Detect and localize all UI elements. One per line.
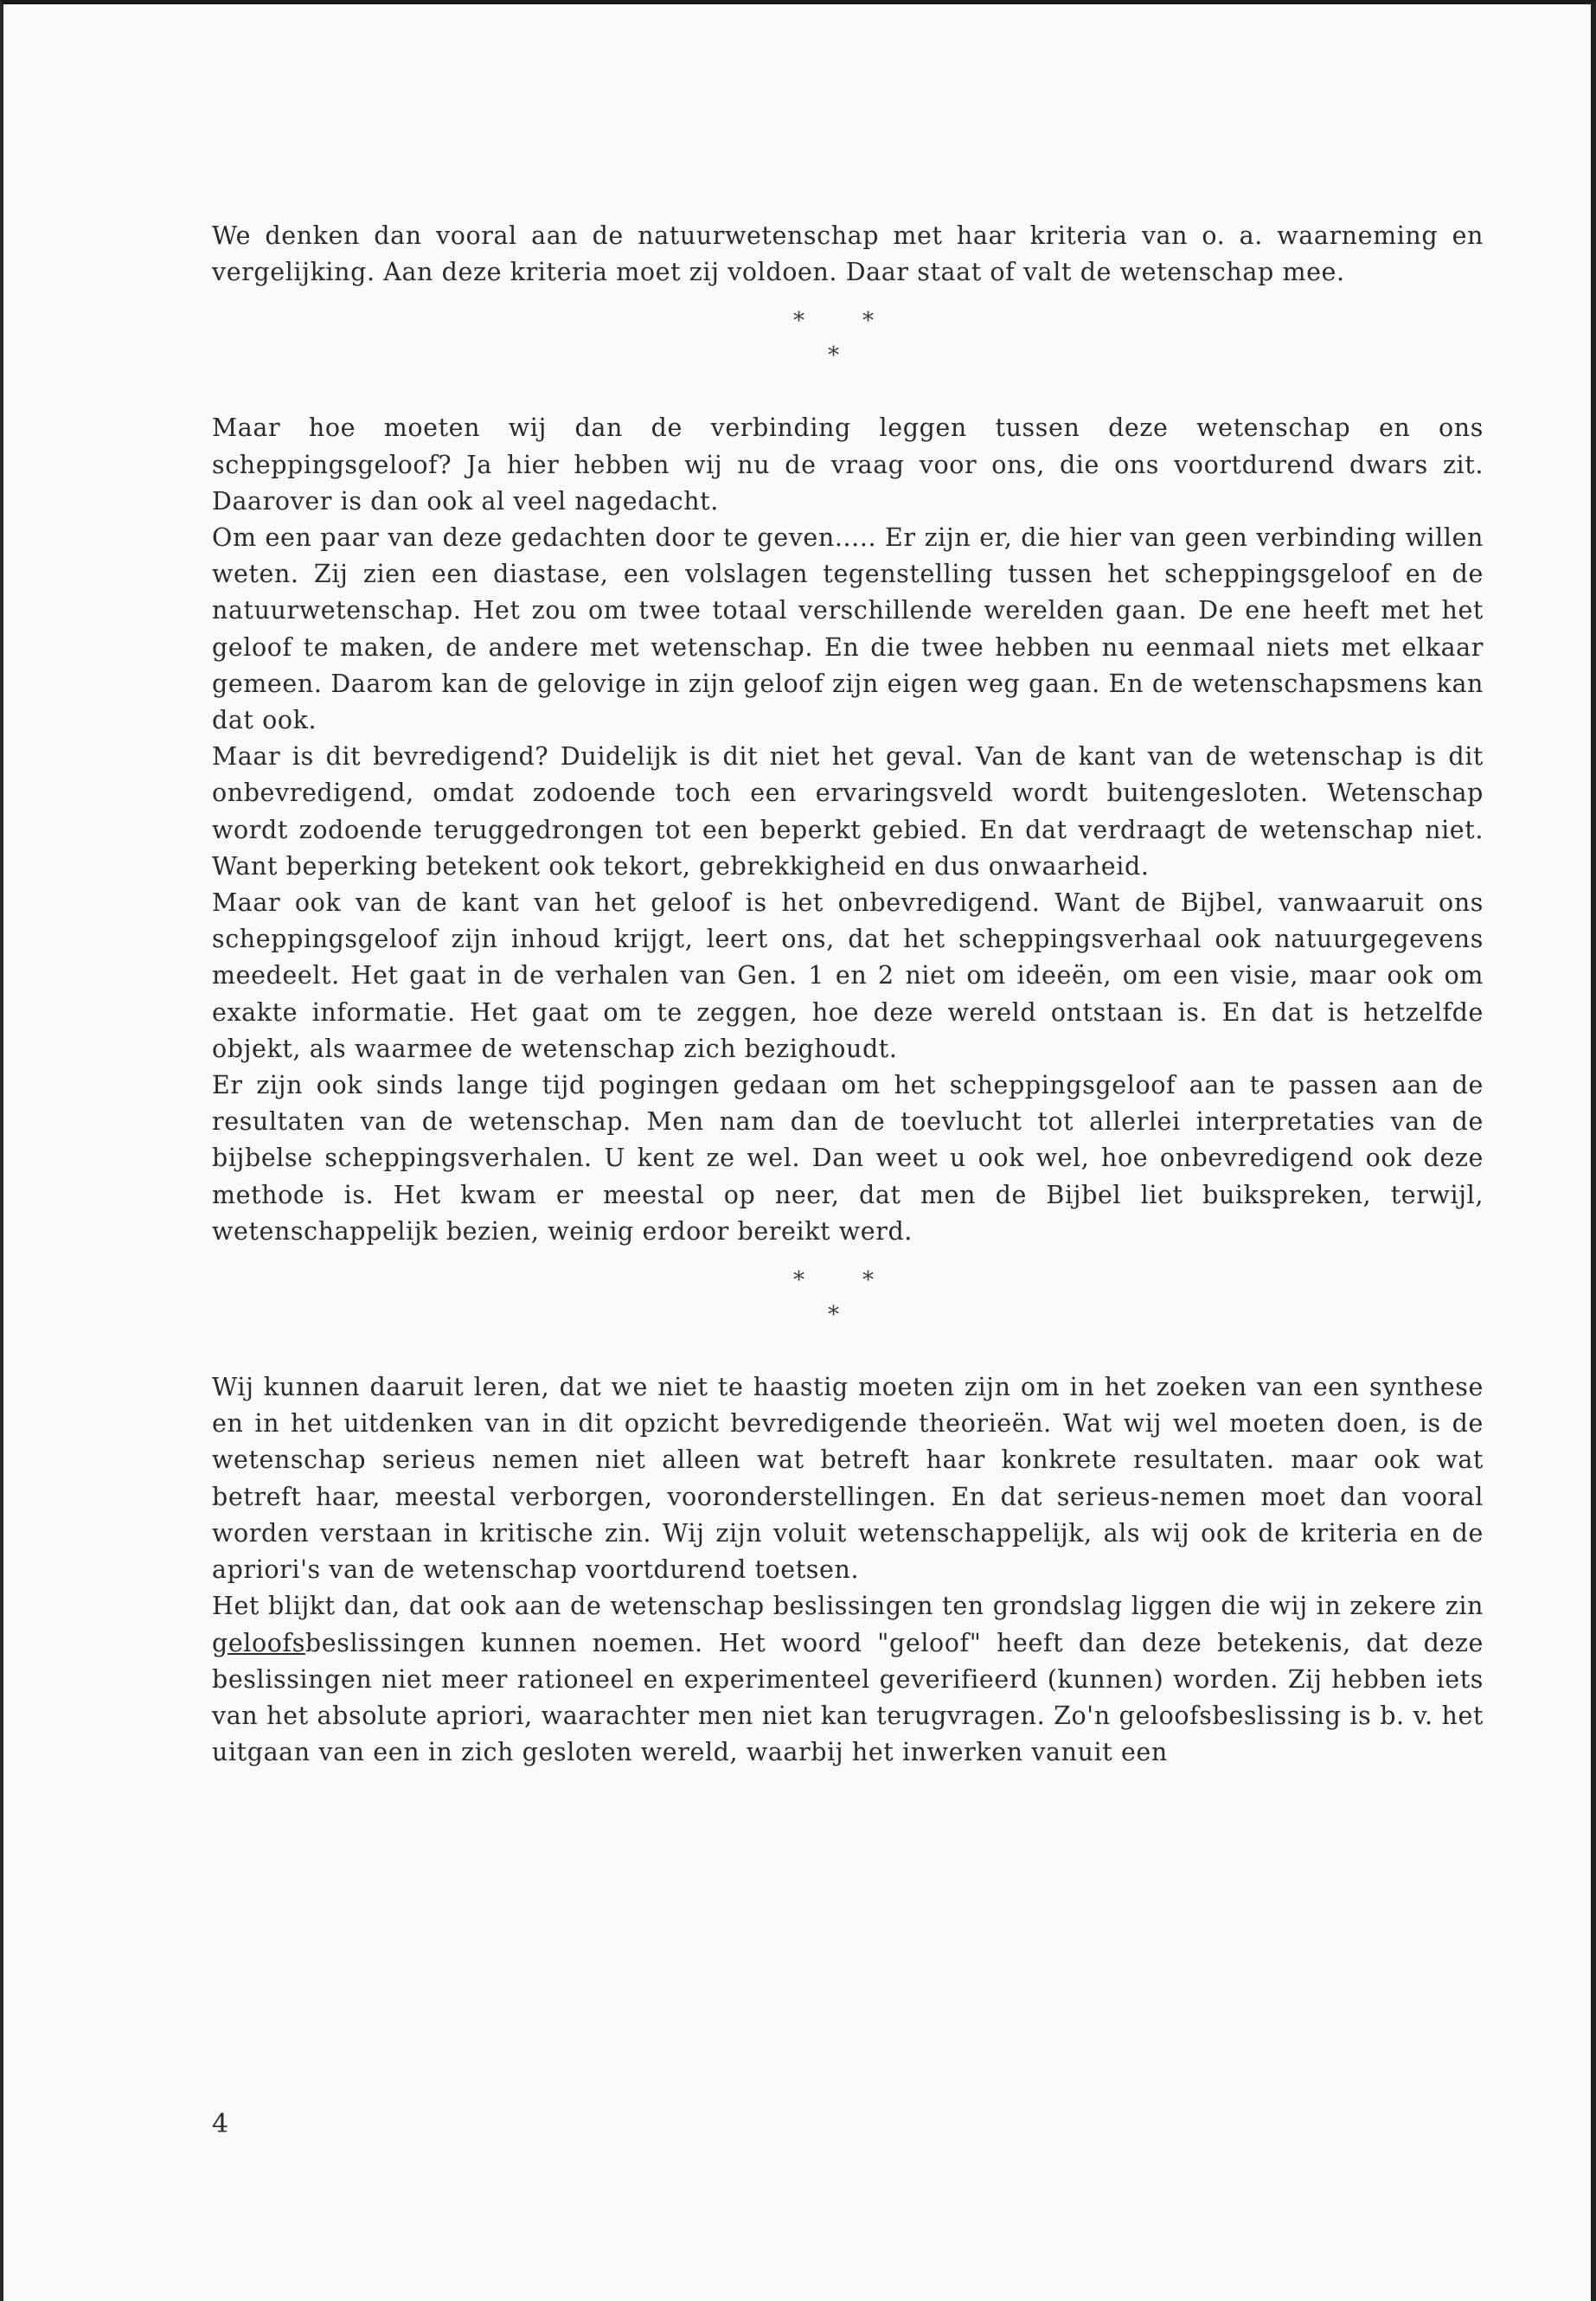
separator-star: *	[828, 343, 840, 369]
paragraph: Er zijn ook sinds lange tijd pogingen gedaan om het scheppingsgeloof aan te passen aan de resultaten van de wetenschap. Men nam dan de toevlucht tot allerlei interpretaties van de bijbelse scheppingsverhalen. U kent ze wel. Dan weet u ook wel, hoe onbevredigend ook deze methode is. Het kwam er meestal op neer, dat men de Bijbel liet buikspreken, terwijl, wetenschappelijk bezien, weinig erdoor bereikt werd.	[212, 1071, 1484, 1246]
paragraph-text: beslissingen kunnen noemen. Het woord "geloof" heeft dan deze betekenis, dat deze beslissingen niet meer rationeel en experimenteel geverifieerd (kunnen) worden. Zij hebben iets van het absolute apriori, waarachter men niet kan terugvragen. Zo'n geloofsbeslissing is b. v. het uitgaan van een in zich gesloten wereld, waarbij het inwerken vanuit een	[212, 1628, 1484, 1767]
page-body	[212, 218, 1484, 1771]
paragraph: Maar hoe moeten wij dan de verbinding leggen tussen deze wetenschap en ons scheppingsgeloof? Ja hier hebben wij nu de vraag voor ons, die ons voortdurend dwars zit. Daarover is dan ook al veel nagedacht.	[212, 413, 1484, 516]
paragraph: Maar is dit bevredigend? Duidelijk is dit niet het geval. Van de kant van de wetenschap is dit onbevredigend, omdat zodoende toch een ervaringsveld wordt buitengesloten. Wetenschap wordt zodoende teruggedrongen tot een beperkt gebied. En dat verdraagt de wetenschap niet. Want beperking betekent ook tekort, gebrekkigheid en dus onwaarheid.	[212, 742, 1484, 881]
paragraph: Wij kunnen daaruit leren, dat we niet te haastig moeten zijn om in het zoeken van een synthese en in het uitdenken van in dit opzicht bevredigende theorieën. Wat wij wel moeten doen, is de wetenschap serieus nemen niet alleen wat betreft haar konkrete resultaten. maar ook wat betreft haar, meestal verborgen, vooronderstellingen. En dat serieus-nemen moet dan vooral worden verstaan in kritische zin. Wij zijn voluit wetenschappelijk, als wij ook de kriteria en de apriori's van de wetenschap voortdurend toetsen.	[212, 1373, 1484, 1585]
separator-star: *	[862, 1267, 875, 1294]
underlined-word: geloofs	[212, 1628, 305, 1657]
paragraph-text: Het blijkt dan, dat ook aan de wetenschap beslissingen ten grondslag liggen die wij in zekere zin	[212, 1592, 1484, 1621]
separator-star: *	[793, 308, 805, 335]
section-separator	[212, 1255, 1484, 1335]
section-separator	[212, 296, 1484, 375]
paragraph: Om een paar van deze gedachten door te geven..... Er zijn er, die hier van geen verbinding willen weten. Zij zien een diastase, een volslagen tegenstelling tussen het scheppingsgeloof en de natuurwetenschap. Het zou om twee totaal verschillende werelden gaan. De ene heeft met het geloof te maken, de andere met wetenschap. En die twee hebben nu eenmaal niets met elkaar gemeen. Daarom kan de gelovige in zijn geloof zijn eigen weg gaan. En de wetenschapsmens kan dat ook.	[212, 523, 1484, 735]
separator-star: *	[828, 1302, 840, 1329]
page-number: 4	[212, 2109, 229, 2139]
paragraph: We denken dan vooral aan de natuurwetenschap met haar kriteria van o. a. waarneming en vergelijking. Aan deze kriteria moet zij voldoen. Daar staat of valt de wetenschap mee.	[212, 221, 1484, 287]
paragraph: Maar ook van de kant van het geloof is het onbevredigend. Want de Bijbel, vanwaaruit ons scheppingsgeloof zijn inhoud krijgt, leert ons, dat het scheppingsverhaal ook natuurgegevens meedeelt. Het gaat in de verhalen van Gen. 1 en 2 niet om ideeën, om een visie, maar ook om exakte informatie. Het gaat om te zeggen, hoe deze wereld ontstaan is. En dat is hetzelfde objekt, als waarmee de wetenschap zich bezighoudt.	[212, 888, 1484, 1063]
separator-star: *	[793, 1267, 805, 1294]
paragraph	[212, 1588, 1484, 1771]
separator-star: *	[862, 308, 875, 335]
